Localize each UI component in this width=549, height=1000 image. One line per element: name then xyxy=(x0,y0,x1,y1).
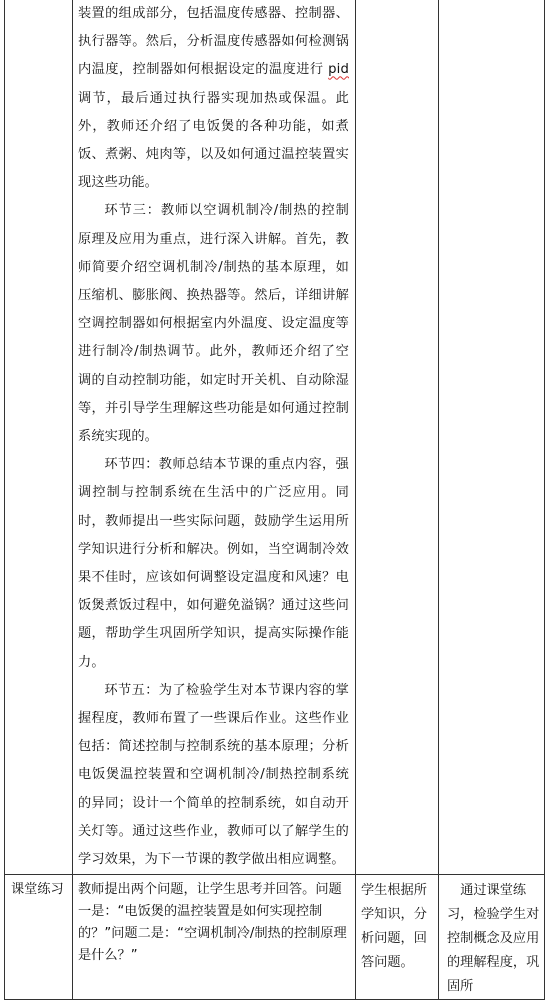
student-activity-cell xyxy=(356,0,439,875)
content-paragraph xyxy=(78,197,349,451)
paragraph-text: 环节四：教师总结本节课的重点内容，强调控制与控制系统在生活中的广泛应用。同时，教师提出一些实际问题，鼓励学生运用所学知识进行分析和解决。例如，当空调制冷效果不佳时，应该如何调整设定温度和风速？电饭煲煮饭过程中，如何避免溢锅？通过这些问题，帮助学生巩固所学知识，提高实际操作能力。 xyxy=(78,457,349,670)
practice-label-cell xyxy=(5,875,73,1000)
paragraph-text: 调节，最后通过执行器实现加热或保温。此外，教师还介绍了电饭煲的各种功能，如煮饭、煮粥、炖肉等，以及如何通过温控装置实现这些功能。 xyxy=(78,90,349,191)
practice-intent-cell xyxy=(439,875,545,1000)
content-paragraph xyxy=(78,0,349,197)
practice-teacher-activity: 教师提出两个问题，让学生思考并回答。问题一是：“电饭煲的温控装置是如何实现控制的？”问题二是：“空调机制冷/制热的控制原理是什么？” xyxy=(78,882,347,964)
classroom-practice-row xyxy=(5,875,545,1000)
paragraph-text: 环节五：为了检验学生对本节课内容的掌握程度，教师布置了一些课后作业。这些作业包括：简述控制与控制系统的基本原理；分析电饭煲温控装置和空调机制冷/制热控制系统的异同；设计一个简单的控制系统，如自动开关灯等。通过这些作业，教师可以了解学生的学习效果，为下一节课的教学做出相应调整。 xyxy=(78,682,349,868)
spellcheck-word: pid xyxy=(328,62,349,78)
content-paragraph xyxy=(78,451,349,677)
teaching-process-row xyxy=(5,0,545,875)
practice-label: 课堂练习 xyxy=(11,882,64,898)
practice-student-cell xyxy=(356,875,439,1000)
paragraph-text: 装置的组成部分，包括温度传感器、控制器、执行器等。然后，分析温度传感器如何检测锅内温度，控制器如何根据设定的温度进行 xyxy=(78,6,349,78)
practice-design-intent: 通过课堂练习，检验学生对控制概念及应用的理解程度，巩固所 xyxy=(447,883,540,995)
lesson-plan-table xyxy=(4,0,545,1000)
stage-label-cell xyxy=(5,0,73,875)
practice-teacher-cell xyxy=(73,875,356,1000)
practice-student-activity: 学生根据所学知识，分析问题，回答问题。 xyxy=(361,883,427,971)
paragraph-text: 环节三：教师以空调机制冷/制热的控制原理及应用为重点，进行深入讲解。首先，教师简要介绍空调机制冷/制热的基本原理，如压缩机、膨胀阀、换热器等。然后，详细讲解空调控制器如何根据室内外温度、设定温度等进行制冷/制热调节。此外，教师还介绍了空调的自动控制功能，如定时开关机、自动除湿等，并引导学生理解这些功能是如何通过控制系统实现的。 xyxy=(78,203,349,445)
teaching-content-body xyxy=(73,0,355,874)
teaching-content-cell xyxy=(73,0,356,875)
design-intent-cell xyxy=(439,0,545,875)
content-paragraph xyxy=(78,677,349,874)
